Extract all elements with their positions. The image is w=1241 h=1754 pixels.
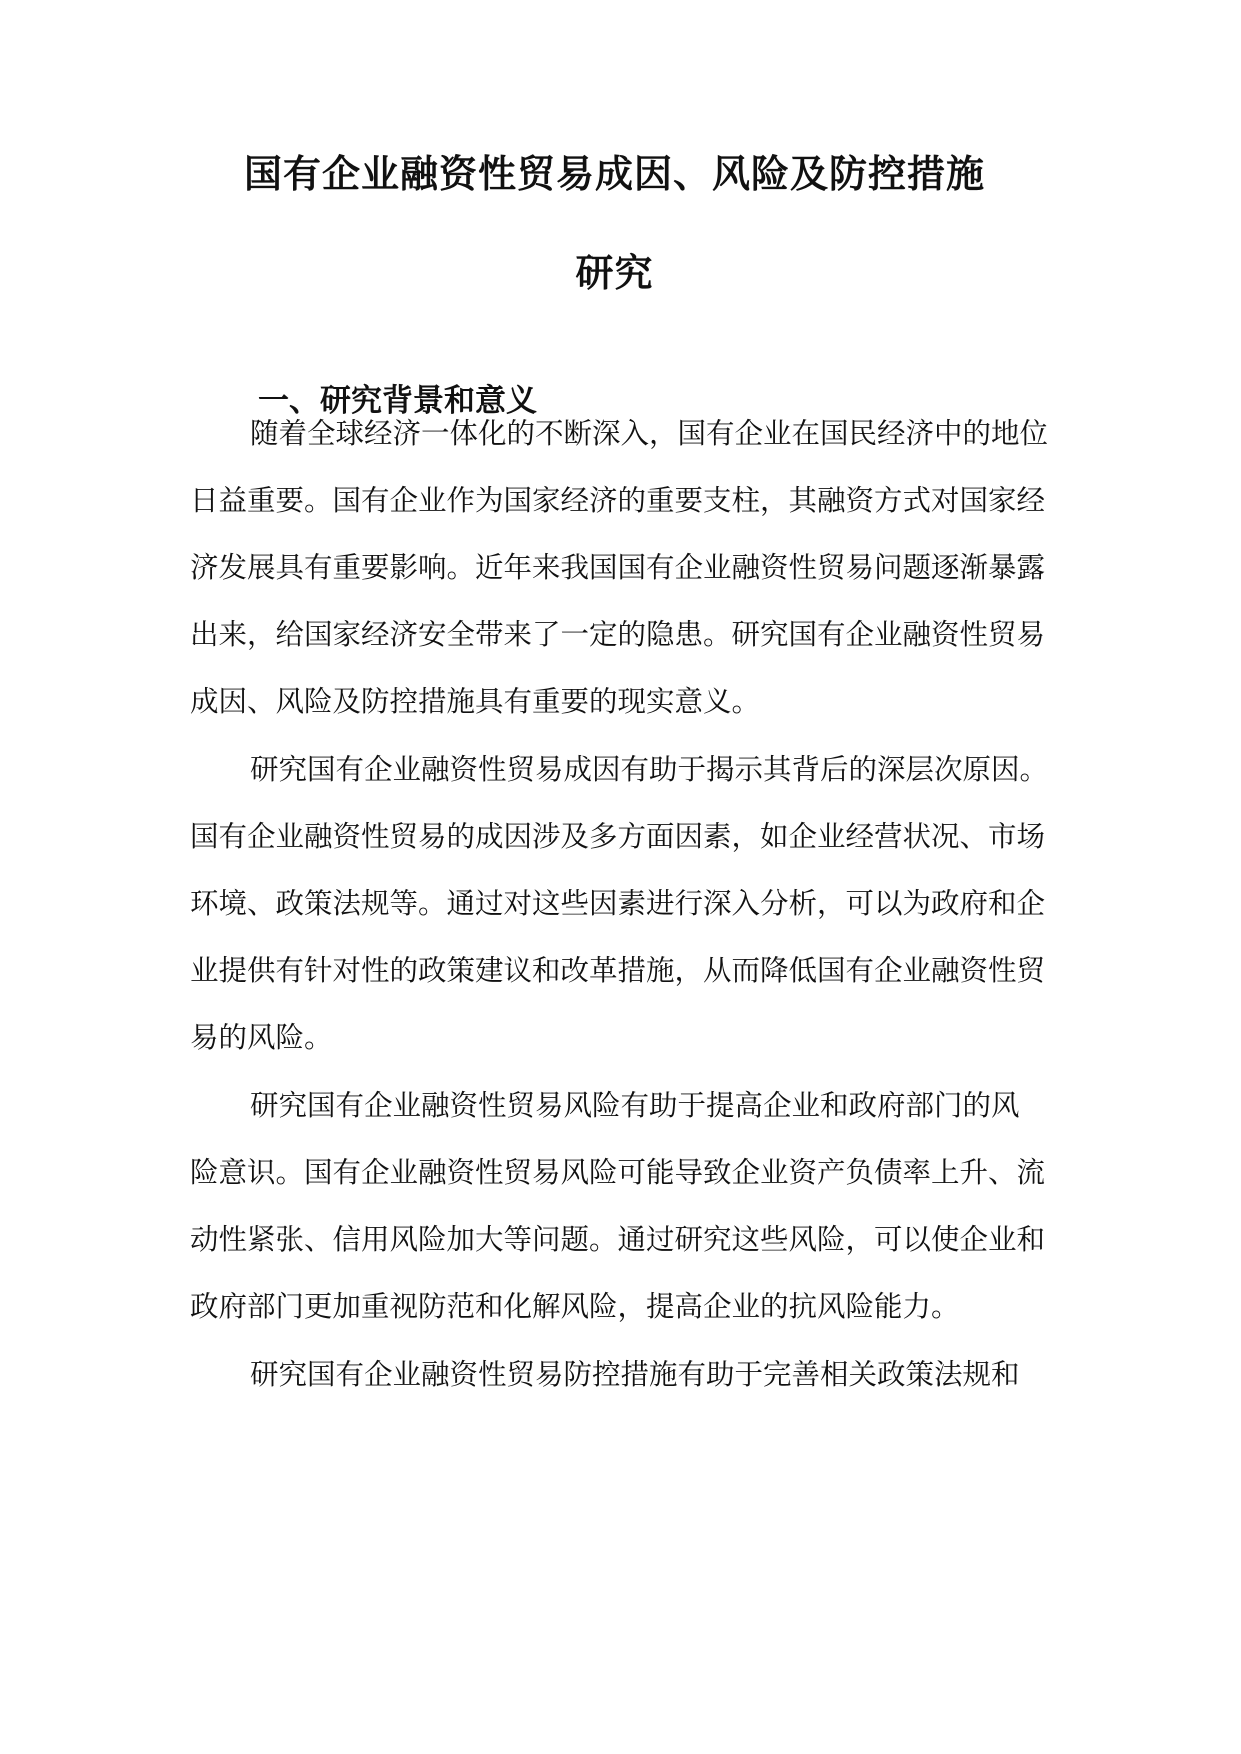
paragraph-2-line-2: 国有企业融资性贸易的成因涉及多方面因素，如企业经营状况、市场 (190, 820, 1046, 853)
paragraph-1-line-3: 济发展具有重要影响。近年来我国国有企业融资性贸易问题逐渐暴露 (190, 551, 1046, 584)
paragraph-1-line-5: 成因、风险及防控措施具有重要的现实意义。 (190, 685, 761, 718)
paragraph-1-line-1: 随着全球经济一体化的不断深入，国有企业在国民经济中的地位 (250, 417, 1049, 450)
paragraph-3-line-4: 政府部门更加重视防范和化解风险，提高企业的抗风险能力。 (190, 1290, 960, 1323)
section-heading: 一、研究背景和意义 (258, 383, 537, 419)
paragraph-2-line-3: 环境、政策法规等。通过对这些因素进行深入分析，可以为政府和企 (190, 887, 1046, 920)
paragraph-3-line-1: 研究国有企业融资性贸易风险有助于提高企业和政府部门的风 (250, 1089, 1020, 1122)
paragraph-1-line-4: 出来，给国家经济安全带来了一定的隐患。研究国有企业融资性贸易 (190, 618, 1046, 651)
paragraph-2-line-4: 业提供有针对性的政策建议和改革措施，从而降低国有企业融资性贸 (190, 954, 1046, 987)
paragraph-2-line-1: 研究国有企业融资性贸易成因有助于揭示其背后的深层次原因。 (250, 753, 1049, 786)
paragraph-2-line-5: 易的风险。 (190, 1021, 333, 1054)
paragraph-4-line-1: 研究国有企业融资性贸易防控措施有助于完善相关政策法规和 (250, 1358, 1020, 1391)
document-title-line-1: 国有企业融资性贸易成因、风险及防控措施 (243, 151, 985, 196)
paragraph-1-line-2: 日益重要。国有企业作为国家经济的重要支柱，其融资方式对国家经 (190, 484, 1046, 517)
paragraph-3-line-3: 动性紧张、信用风险加大等问题。通过研究这些风险，可以使企业和 (190, 1223, 1046, 1256)
document-title-line-2: 研究 (575, 250, 654, 295)
paragraph-3-line-2: 险意识。国有企业融资性贸易风险可能导致企业资产负债率上升、流 (190, 1156, 1046, 1189)
